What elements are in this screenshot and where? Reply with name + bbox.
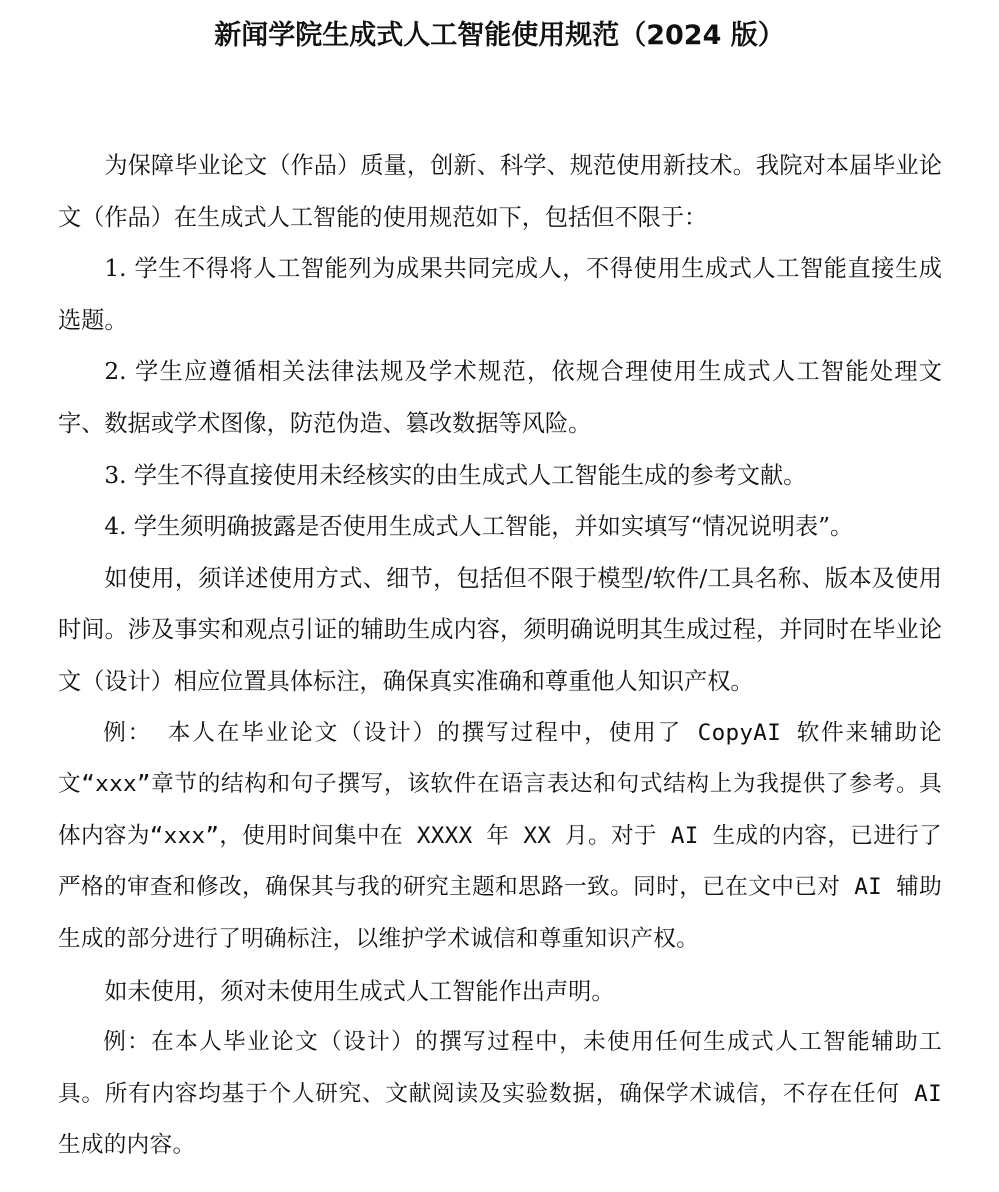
intro-paragraph: 为保障毕业论文（作品）质量，创新、科学、规范使用新技术。我院对本届毕业论文（作品）在生成式人工智能的使用规范如下，包括但不限于： [58, 152, 942, 231]
rule-item-1: 1. 学生不得将人工智能列为成果共同完成人，不得使用生成式人工智能直接生成选题。 [58, 255, 942, 334]
if-not-used-paragraph: 如未使用，须对未使用生成式人工智能作出声明。 [104, 977, 615, 1005]
document-title: 新闻学院生成式人工智能使用规范（2024 版） [214, 20, 785, 51]
document-body [58, 140, 942, 1172]
if-used-example: 例： 本人在毕业论文（设计）的撰写过程中，使用了 CopyAI 软件来辅助论文“xxx”章节的结构和句子撰写，该软件在语言表达和句式结构上为我提供了参考。具体内容为“xxx”，使用时间集中在 XXXX 年 XX 月。对于 AI 生成的内容，已进行了严格的审查和修改，确保其与我的研究主题和思路一致。同时，已在文中已对 AI 辅助生成的部分进行了明确标注，以维护学术诚信和尊重知识产权。 [58, 719, 942, 952]
rule-item-3: 3. 学生不得直接使用未经核实的由生成式人工智能生成的参考文献。 [104, 461, 807, 489]
if-not-used-example: 例：在本人毕业论文（设计）的撰写过程中，未使用任何生成式人工智能辅助工具。所有内容均基于个人研究、文献阅读及实验数据，确保学术诚信，不存在任何 AI 生成的内容。 [58, 1029, 942, 1159]
if-used-paragraph: 如使用，须详述使用方式、细节，包括但不限于模型/软件/工具名称、版本及使用时间。涉及事实和观点引证的辅助生成内容，须明确说明其生成过程，并同时在毕业论文（设计）相应位置具体标注，确保真实准确和尊重他人知识产权。 [58, 564, 942, 695]
rule-item-4: 4. 学生须明确披露是否使用生成式人工智能，并如实填写“情况说明表”。 [104, 513, 854, 541]
rule-item-2: 2. 学生应遵循相关法律法规及学术规范，依规合理使用生成式人工智能处理文字、数据或学术图像，防范伪造、篡改数据等风险。 [58, 358, 942, 437]
